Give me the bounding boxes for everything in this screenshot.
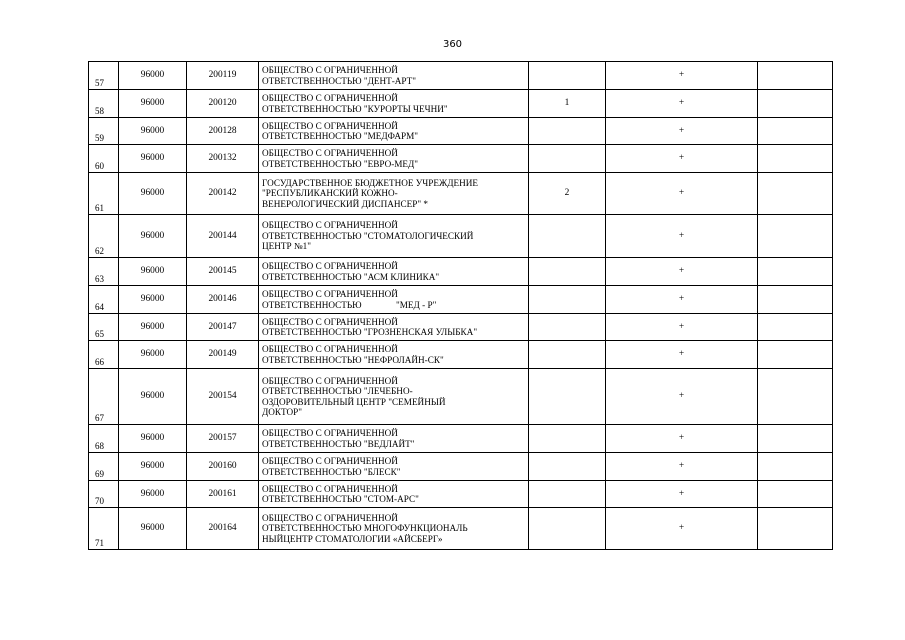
row-number: 63: [89, 258, 119, 286]
region-code: 96000: [119, 215, 187, 258]
organization-name: ОБЩЕСТВО С ОГРАНИЧЕННОЙ ОТВЕТСТВЕННОСТЬЮ "АСМ КЛИНИКА": [259, 258, 529, 286]
column-a-value: 1: [529, 90, 606, 118]
column-c-value: [758, 425, 833, 453]
region-code: 96000: [119, 258, 187, 286]
registry-id: 200160: [187, 453, 259, 481]
registry-id: 200142: [187, 173, 259, 215]
registry-id: 200154: [187, 369, 259, 425]
column-a-value: [529, 508, 606, 550]
registry-id: 200157: [187, 425, 259, 453]
row-number: 70: [89, 481, 119, 508]
column-a-value: [529, 341, 606, 369]
column-b-mark: +: [606, 425, 758, 453]
column-a-value: 2: [529, 173, 606, 215]
row-number: 60: [89, 145, 119, 173]
table-row: [89, 453, 833, 481]
column-b-mark: +: [606, 173, 758, 215]
column-c-value: [758, 481, 833, 508]
row-number: 62: [89, 215, 119, 258]
registry-id: 200128: [187, 118, 259, 145]
table-row: [89, 314, 833, 341]
table-row: [89, 173, 833, 215]
region-code: 96000: [119, 369, 187, 425]
region-code: 96000: [119, 118, 187, 145]
column-c-value: [758, 369, 833, 425]
column-c-value: [758, 258, 833, 286]
registry-id: 200146: [187, 286, 259, 314]
column-c-value: [758, 314, 833, 341]
column-c-value: [758, 145, 833, 173]
column-c-value: [758, 62, 833, 90]
row-number: 71: [89, 508, 119, 550]
organization-name: ОБЩЕСТВО С ОГРАНИЧЕННОЙ ОТВЕТСТВЕННОСТЬЮ "ЕВРО-МЕД": [259, 145, 529, 173]
column-b-mark: +: [606, 258, 758, 286]
organization-name: ОБЩЕСТВО С ОГРАНИЧЕННОЙ ОТВЕТСТВЕННОСТЬЮ "МЕД - Р": [259, 286, 529, 314]
row-number: 57: [89, 62, 119, 90]
column-b-mark: +: [606, 369, 758, 425]
row-number: 65: [89, 314, 119, 341]
row-number: 69: [89, 453, 119, 481]
table-row: [89, 425, 833, 453]
column-c-value: [758, 286, 833, 314]
column-b-mark: +: [606, 341, 758, 369]
organization-name: ОБЩЕСТВО С ОГРАНИЧЕННОЙ ОТВЕТСТВЕННОСТЬЮ МНОГОФУНКЦИОНАЛЬ НЫЙЦЕНТР СТОМАТОЛОГИИ «АЙСБЕРГ»: [259, 508, 529, 550]
column-b-mark: +: [606, 145, 758, 173]
column-c-value: [758, 173, 833, 215]
organization-name: ОБЩЕСТВО С ОГРАНИЧЕННОЙ ОТВЕТСТВЕННОСТЬЮ "БЛЕСК": [259, 453, 529, 481]
row-number: 67: [89, 369, 119, 425]
page-number: 360: [442, 39, 463, 50]
region-code: 96000: [119, 173, 187, 215]
table-row: [89, 215, 833, 258]
organization-name: ОБЩЕСТВО С ОГРАНИЧЕННОЙ ОТВЕТСТВЕННОСТЬЮ "ДЕНТ-АРТ": [259, 62, 529, 90]
column-a-value: [529, 258, 606, 286]
organization-name: ОБЩЕСТВО С ОГРАНИЧЕННОЙ ОТВЕТСТВЕННОСТЬЮ "ВЕДЛАЙТ": [259, 425, 529, 453]
region-code: 96000: [119, 90, 187, 118]
column-c-value: [758, 341, 833, 369]
registry-table-body: [89, 62, 833, 550]
organization-name: ОБЩЕСТВО С ОГРАНИЧЕННОЙ ОТВЕТСТВЕННОСТЬЮ "ГРОЗНЕНСКАЯ УЛЫБКА": [259, 314, 529, 341]
row-number: 58: [89, 90, 119, 118]
registry-id: 200147: [187, 314, 259, 341]
column-b-mark: +: [606, 481, 758, 508]
table-row: [89, 62, 833, 90]
region-code: 96000: [119, 453, 187, 481]
registry-id: 200120: [187, 90, 259, 118]
column-b-mark: +: [606, 90, 758, 118]
organization-name: ОБЩЕСТВО С ОГРАНИЧЕННОЙ ОТВЕТСТВЕННОСТЬЮ "СТОМАТОЛОГИЧЕСКИЙ ЦЕНТР №1": [259, 215, 529, 258]
row-number: 64: [89, 286, 119, 314]
column-b-mark: +: [606, 62, 758, 90]
column-c-value: [758, 118, 833, 145]
column-c-value: [758, 453, 833, 481]
table-row: [89, 118, 833, 145]
organization-name: ОБЩЕСТВО С ОГРАНИЧЕННОЙ ОТВЕТСТВЕННОСТЬЮ "СТОМ-АРС": [259, 481, 529, 508]
column-b-mark: +: [606, 118, 758, 145]
table-row: [89, 145, 833, 173]
organization-name: ОБЩЕСТВО С ОГРАНИЧЕННОЙ ОТВЕТСТВЕННОСТЬЮ "НЕФРОЛАЙН-СК": [259, 341, 529, 369]
column-b-mark: +: [606, 215, 758, 258]
organization-name: ОБЩЕСТВО С ОГРАНИЧЕННОЙ ОТВЕТСТВЕННОСТЬЮ "ЛЕЧЕБНО- ОЗДОРОВИТЕЛЬНЫЙ ЦЕНТР "СЕМЕЙНЫЙ ДОКТОР": [259, 369, 529, 425]
region-code: 96000: [119, 341, 187, 369]
registry-id: 200145: [187, 258, 259, 286]
column-a-value: [529, 286, 606, 314]
column-a-value: [529, 369, 606, 425]
registry-id: 200149: [187, 341, 259, 369]
column-c-value: [758, 90, 833, 118]
column-b-mark: +: [606, 286, 758, 314]
table-row: [89, 258, 833, 286]
table-row: [89, 508, 833, 550]
column-a-value: [529, 314, 606, 341]
column-c-value: [758, 508, 833, 550]
region-code: 96000: [119, 145, 187, 173]
region-code: 96000: [119, 481, 187, 508]
organization-name: ОБЩЕСТВО С ОГРАНИЧЕННОЙ ОТВЕТСТВЕННОСТЬЮ "КУРОРТЫ ЧЕЧНИ": [259, 90, 529, 118]
row-number: 68: [89, 425, 119, 453]
column-a-value: [529, 62, 606, 90]
region-code: 96000: [119, 286, 187, 314]
column-a-value: [529, 481, 606, 508]
region-code: 96000: [119, 62, 187, 90]
row-number: 66: [89, 341, 119, 369]
column-a-value: [529, 453, 606, 481]
table-row: [89, 369, 833, 425]
registry-id: 200119: [187, 62, 259, 90]
column-b-mark: +: [606, 508, 758, 550]
row-number: 59: [89, 118, 119, 145]
table-row: [89, 341, 833, 369]
column-a-value: [529, 215, 606, 258]
row-number: 61: [89, 173, 119, 215]
registry-id: 200161: [187, 481, 259, 508]
column-b-mark: +: [606, 314, 758, 341]
column-c-value: [758, 215, 833, 258]
organization-name: ОБЩЕСТВО С ОГРАНИЧЕННОЙ ОТВЕТСТВЕННОСТЬЮ "МЕДФАРМ": [259, 118, 529, 145]
table-row: [89, 481, 833, 508]
column-a-value: [529, 118, 606, 145]
registry-id: 200132: [187, 145, 259, 173]
registry-table: [88, 61, 833, 550]
region-code: 96000: [119, 425, 187, 453]
table-row: [89, 286, 833, 314]
column-b-mark: +: [606, 453, 758, 481]
region-code: 96000: [119, 508, 187, 550]
organization-name: ГОСУДАРСТВЕННОЕ БЮДЖЕТНОЕ УЧРЕЖДЕНИЕ "РЕСПУБЛИКАНСКИЙ КОЖНО- ВЕНЕРОЛОГИЧЕСКИЙ ДИСПАНСЕР" *: [259, 173, 529, 215]
table-row: [89, 90, 833, 118]
column-a-value: [529, 425, 606, 453]
registry-id: 200144: [187, 215, 259, 258]
region-code: 96000: [119, 314, 187, 341]
column-a-value: [529, 145, 606, 173]
registry-id: 200164: [187, 508, 259, 550]
